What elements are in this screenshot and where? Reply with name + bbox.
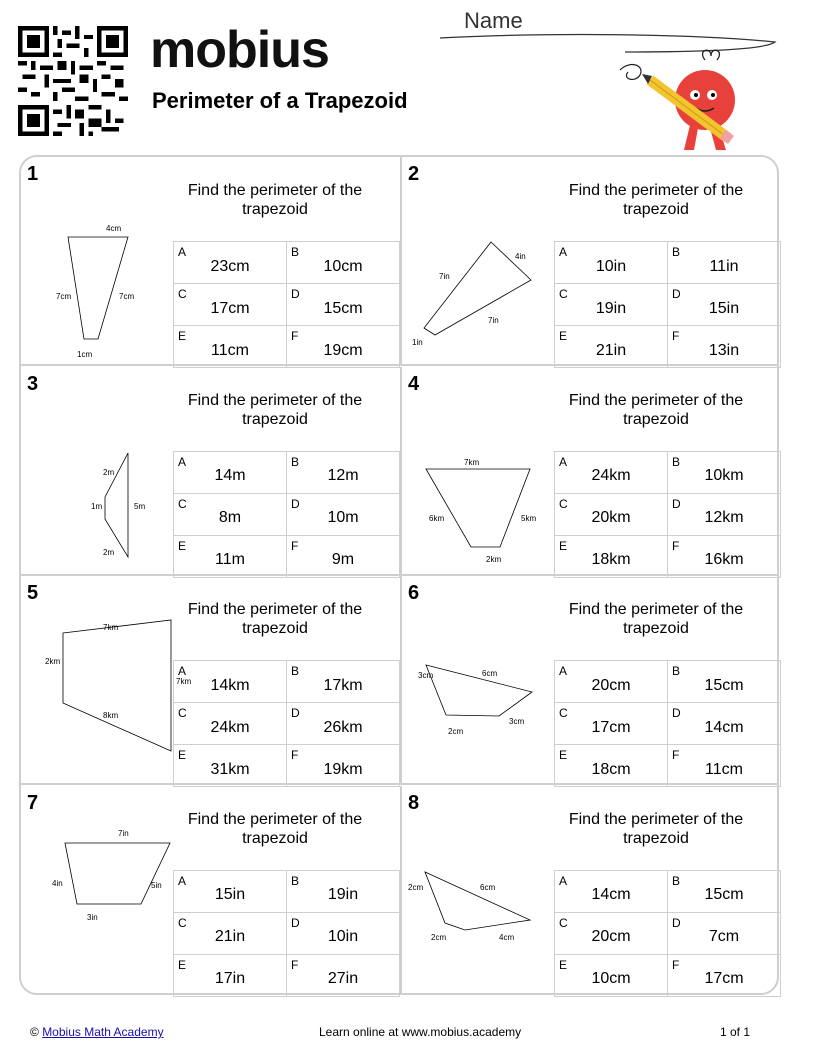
trapezoid-shape: [426, 665, 532, 716]
option-value: 20cm: [591, 676, 631, 694]
option-letter: C: [559, 496, 568, 511]
trapezoid-shape: [425, 872, 530, 930]
answer-option[interactable]: [174, 451, 287, 493]
option-letter: D: [291, 287, 300, 301]
option-letter: E: [559, 748, 568, 762]
option-value: 23cm: [210, 257, 250, 275]
option-letter: A: [559, 873, 568, 888]
option-value: 10km: [704, 467, 744, 484]
option-value: 11in: [709, 257, 739, 275]
option-letter: E: [559, 329, 568, 343]
name-label: Name: [464, 8, 523, 33]
answer-option[interactable]: [668, 870, 781, 912]
problem-1: [21, 157, 400, 366]
answer-option[interactable]: [668, 451, 781, 493]
option-letter: F: [291, 957, 299, 972]
option-letter: F: [672, 329, 680, 343]
answer-option[interactable]: [174, 242, 287, 284]
answer-option[interactable]: [174, 703, 287, 745]
footer-copyright: © Mobius Math Academy: [30, 1025, 164, 1039]
answer-option[interactable]: [287, 745, 400, 787]
option-value: 12km: [704, 509, 744, 526]
option-value: 31km: [210, 760, 250, 778]
option-value: 19km: [323, 760, 363, 778]
answer-option[interactable]: [555, 870, 668, 912]
mascot-illustration: [610, 40, 750, 155]
answer-option[interactable]: [555, 745, 668, 787]
option-value: 19cm: [323, 341, 363, 359]
answer-option[interactable]: [668, 326, 781, 368]
answer-option[interactable]: [287, 954, 400, 996]
option-letter: D: [672, 915, 681, 930]
answer-option[interactable]: [287, 535, 400, 577]
answer-option[interactable]: [174, 284, 287, 326]
answer-option[interactable]: [555, 493, 668, 535]
option-value: 16km: [704, 551, 744, 568]
qr-code: [18, 26, 128, 136]
option-letter: E: [178, 538, 187, 553]
answer-option[interactable]: [174, 870, 287, 912]
option-letter: E: [178, 957, 187, 972]
option-letter: A: [559, 245, 568, 259]
side-length-label: 2km: [486, 554, 502, 564]
answer-option[interactable]: [668, 745, 781, 787]
option-letter: B: [672, 873, 681, 888]
answer-option[interactable]: [287, 661, 400, 703]
problem-prompt: Find the perimeter of the trapezoid: [568, 391, 744, 428]
option-letter: F: [291, 538, 299, 553]
answer-option[interactable]: [174, 954, 287, 996]
option-value: 10cm: [323, 257, 363, 275]
answer-options: [554, 451, 781, 578]
side-length-label: 3in: [87, 912, 98, 922]
side-length-label: 8km: [103, 711, 119, 720]
answer-option[interactable]: [555, 912, 668, 954]
answer-options: [173, 241, 400, 368]
answer-option[interactable]: [555, 954, 668, 996]
trapezoid-shape: [68, 237, 128, 339]
side-length-label: 7in: [439, 272, 450, 281]
option-value: 14cm: [704, 718, 744, 736]
answer-option[interactable]: [174, 661, 287, 703]
option-letter: B: [672, 454, 681, 469]
side-length-label: 7km: [176, 677, 192, 686]
option-letter: B: [291, 245, 300, 259]
answer-option[interactable]: [555, 284, 668, 326]
option-letter: A: [178, 245, 187, 259]
answer-option[interactable]: [668, 242, 781, 284]
option-letter: F: [672, 538, 680, 553]
answer-option[interactable]: [668, 493, 781, 535]
answer-options: [554, 241, 781, 368]
trapezoid-shape: [426, 469, 530, 547]
option-value: 21in: [595, 341, 627, 359]
side-length-label: 5m: [134, 501, 146, 511]
option-letter: C: [559, 287, 568, 301]
option-letter: C: [178, 496, 187, 511]
option-value: 10m: [327, 509, 359, 526]
option-letter: F: [291, 329, 299, 343]
answer-option[interactable]: [555, 451, 668, 493]
option-letter: E: [178, 748, 187, 762]
option-value: 11cm: [705, 760, 743, 778]
option-value: 20km: [591, 509, 631, 526]
side-length-label: 6km: [429, 513, 445, 523]
answer-option[interactable]: [174, 912, 287, 954]
answer-option[interactable]: [668, 954, 781, 996]
trapezoid-figure: [21, 816, 181, 986]
side-length-label: 4in: [52, 878, 63, 888]
option-value: 19in: [327, 886, 359, 903]
footer-website: Learn online at www.mobius.academy: [319, 1025, 522, 1039]
side-length-label: 5km: [521, 513, 537, 523]
problem-grid: [19, 155, 779, 995]
option-letter: C: [178, 706, 187, 720]
answer-option[interactable]: [174, 745, 287, 787]
answer-option[interactable]: [555, 535, 668, 577]
side-length-label: 6cm: [480, 882, 496, 892]
problem-7: [21, 786, 400, 995]
option-letter: B: [672, 245, 681, 259]
option-value: 18cm: [591, 760, 631, 778]
option-value: 15cm: [704, 886, 744, 903]
problem-prompt: Find the perimeter of the trapezoid: [187, 182, 363, 218]
side-length-label: 1cm: [77, 350, 93, 359]
side-length-label: 3cm: [509, 717, 525, 726]
option-letter: C: [178, 287, 187, 301]
problem-number: 4: [408, 372, 420, 395]
side-length-label: 2m: [103, 547, 115, 557]
option-letter: A: [559, 454, 568, 469]
problem-8: [400, 786, 779, 995]
problem-number: 7: [27, 791, 39, 814]
option-value: 26km: [323, 718, 363, 736]
option-letter: B: [291, 664, 300, 678]
option-value: 17cm: [591, 718, 631, 736]
side-length-label: 7cm: [56, 292, 72, 301]
option-letter: C: [178, 915, 187, 930]
option-value: 14km: [210, 676, 250, 694]
side-length-label: 2cm: [448, 727, 464, 736]
side-length-label: 3cm: [418, 671, 434, 680]
option-letter: D: [672, 287, 681, 301]
answer-option[interactable]: [555, 661, 668, 703]
problem-number: 1: [27, 163, 39, 185]
side-length-label: 4in: [515, 252, 526, 261]
option-letter: F: [291, 748, 299, 762]
option-value: 19in: [595, 299, 627, 317]
side-length-label: 7in: [118, 828, 129, 838]
answer-option[interactable]: [287, 870, 400, 912]
answer-option[interactable]: [668, 703, 781, 745]
answer-options: [173, 870, 400, 997]
option-value: 9m: [331, 551, 355, 568]
problem-number: 5: [27, 582, 39, 604]
option-value: 8m: [218, 509, 242, 526]
problem-prompt: Find the perimeter of the trapezoid: [568, 182, 744, 218]
option-letter: A: [178, 873, 187, 888]
problem-prompt: Find the perimeter of the trapezoid: [568, 601, 744, 637]
option-value: 21in: [214, 928, 246, 945]
answer-option[interactable]: [174, 493, 287, 535]
trapezoid-figure: [21, 606, 192, 776]
problem-prompt: Find the perimeter of the trapezoid: [568, 810, 744, 847]
answer-options: [554, 870, 781, 997]
answer-options: [173, 660, 400, 787]
trapezoid-figure: [21, 397, 181, 567]
option-value: 17km: [323, 676, 363, 694]
option-letter: D: [291, 915, 300, 930]
option-value: 18km: [591, 551, 631, 568]
option-value: 12m: [327, 467, 359, 484]
answer-option[interactable]: [174, 326, 287, 368]
problem-3: [21, 367, 400, 576]
problem-number: 6: [408, 582, 420, 604]
answer-option[interactable]: [174, 535, 287, 577]
answer-option[interactable]: [668, 661, 781, 703]
side-length-label: 2km: [45, 657, 61, 666]
option-value: 10in: [327, 928, 359, 945]
option-letter: C: [559, 706, 568, 720]
option-value: 15in: [214, 886, 246, 903]
option-value: 24km: [591, 467, 631, 484]
trapezoid-figure: [402, 606, 562, 776]
option-value: 13in: [708, 341, 740, 359]
trapezoid-figure: [402, 816, 562, 986]
option-letter: E: [559, 957, 568, 972]
answer-option[interactable]: [287, 912, 400, 954]
option-letter: A: [178, 454, 187, 469]
option-value: 15cm: [704, 676, 744, 694]
option-value: 15cm: [323, 299, 363, 317]
side-length-label: 7km: [103, 623, 119, 632]
option-letter: C: [559, 915, 568, 930]
option-value: 20cm: [591, 928, 631, 945]
option-value: 14m: [214, 467, 246, 484]
option-letter: E: [178, 329, 187, 343]
answer-options: [173, 451, 400, 578]
answer-option[interactable]: [287, 326, 400, 368]
option-letter: D: [291, 496, 300, 511]
problem-5: [21, 576, 400, 785]
problem-prompt: Find the perimeter of the trapezoid: [187, 810, 363, 847]
side-length-label: 5in: [151, 880, 162, 890]
answer-option[interactable]: [555, 703, 668, 745]
answer-option[interactable]: [287, 451, 400, 493]
answer-option[interactable]: [287, 284, 400, 326]
option-value: 14cm: [591, 886, 631, 903]
trapezoid-figure: [402, 187, 562, 357]
problem-prompt: Find the perimeter of the trapezoid: [187, 601, 363, 637]
option-letter: F: [672, 957, 680, 972]
brand-logo: mobius: [150, 21, 329, 79]
option-letter: E: [559, 538, 568, 553]
answer-option[interactable]: [668, 535, 781, 577]
side-length-label: 4cm: [106, 224, 122, 233]
answer-option[interactable]: [555, 326, 668, 368]
problem-prompt: Find the perimeter of the trapezoid: [187, 391, 363, 428]
option-value: 15in: [708, 299, 740, 317]
side-length-label: 1m: [91, 501, 103, 511]
option-value: 24km: [210, 718, 250, 736]
answer-option[interactable]: [287, 493, 400, 535]
option-value: 27in: [327, 970, 359, 987]
option-letter: B: [291, 873, 300, 888]
trapezoid-shape: [65, 843, 170, 904]
option-letter: A: [559, 664, 568, 678]
option-value: 17cm: [704, 970, 744, 987]
option-letter: A: [178, 664, 187, 678]
trapezoid-figure: [402, 397, 562, 567]
page-title: Perimeter of a Trapezoid: [152, 88, 408, 113]
side-length-label: 7in: [488, 316, 499, 325]
option-value: 10cm: [591, 970, 631, 987]
answer-option[interactable]: [287, 703, 400, 745]
option-letter: D: [672, 706, 681, 720]
problem-number: 3: [27, 372, 39, 395]
side-length-label: 7km: [464, 457, 480, 467]
problem-number: 2: [408, 163, 420, 185]
problem-2: [400, 157, 779, 366]
mobius-academy-link[interactable]: Mobius Math Academy: [42, 1025, 164, 1039]
option-value: 11cm: [211, 341, 249, 359]
answer-options: [554, 660, 781, 787]
side-length-label: 7cm: [119, 292, 135, 301]
side-length-label: 2cm: [431, 932, 447, 942]
side-length-label: 1in: [412, 338, 423, 347]
footer-page-number: 1 of 1: [720, 1025, 751, 1039]
side-length-label: 2cm: [408, 882, 424, 892]
option-value: 7cm: [708, 928, 740, 945]
trapezoid-figure: [21, 187, 181, 357]
problem-4: [400, 367, 779, 576]
option-letter: B: [291, 454, 300, 469]
answer-option[interactable]: [668, 912, 781, 954]
option-letter: B: [672, 664, 681, 678]
trapezoid-shape: [63, 620, 171, 751]
problem-number: 8: [408, 791, 420, 814]
problem-6: [400, 576, 779, 785]
option-letter: D: [291, 706, 300, 720]
answer-option[interactable]: [555, 242, 668, 284]
answer-option[interactable]: [287, 242, 400, 284]
answer-option[interactable]: [668, 284, 781, 326]
option-value: 10in: [595, 257, 627, 275]
option-value: 17cm: [210, 299, 250, 317]
side-length-label: 4cm: [499, 932, 515, 942]
side-length-label: 2m: [103, 467, 115, 477]
option-letter: D: [672, 496, 681, 511]
option-value: 11m: [215, 551, 245, 568]
side-length-label: 6cm: [482, 669, 498, 678]
option-value: 17in: [214, 970, 246, 987]
option-letter: F: [672, 748, 680, 762]
